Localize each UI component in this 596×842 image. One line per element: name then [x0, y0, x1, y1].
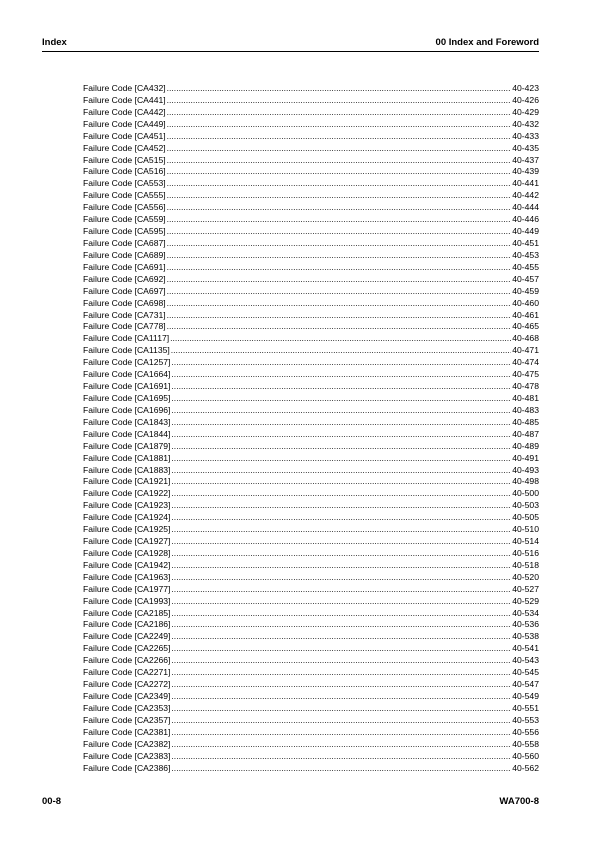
index-entry[interactable]	[83, 405, 539, 417]
dot-leader	[171, 715, 511, 727]
dot-leader	[171, 739, 511, 751]
index-entry[interactable]	[83, 262, 539, 274]
entry-label: Failure Code [CA731]	[83, 309, 166, 320]
dot-leader	[167, 262, 512, 274]
header-chapter-title: 00 Index and Foreword	[435, 37, 539, 48]
index-entry[interactable]	[83, 417, 539, 429]
index-entry[interactable]	[83, 369, 539, 381]
index-entry[interactable]	[83, 536, 539, 548]
entry-label: Failure Code [CA559]	[83, 214, 166, 225]
page-header	[42, 37, 539, 51]
dot-leader	[167, 321, 512, 333]
entry-page-number: 40-510	[512, 524, 539, 535]
entry-label: Failure Code [CA1691]	[83, 381, 171, 392]
entry-page-number: 40-520	[512, 571, 539, 582]
entry-label: Failure Code [CA1923]	[83, 500, 171, 511]
dot-leader	[167, 286, 512, 298]
index-entry[interactable]	[83, 178, 539, 190]
dot-leader	[167, 226, 512, 238]
index-entry[interactable]	[83, 298, 539, 310]
entry-page-number: 40-503	[512, 500, 539, 511]
entry-label: Failure Code [CA556]	[83, 202, 166, 213]
entry-label: Failure Code [CA2185]	[83, 607, 171, 618]
index-entry[interactable]	[83, 691, 539, 703]
index-entry[interactable]	[83, 465, 539, 477]
index-entry[interactable]	[83, 500, 539, 512]
index-entry[interactable]	[83, 643, 539, 655]
entry-label: Failure Code [CA1695]	[83, 392, 171, 403]
entry-page-number: 40-453	[512, 249, 539, 260]
entry-page-number: 40-468	[512, 333, 539, 344]
entry-label: Failure Code [CA451]	[83, 130, 166, 141]
entry-label: Failure Code [CA1963]	[83, 571, 171, 582]
dot-leader	[171, 703, 511, 715]
dot-leader	[167, 274, 512, 286]
index-entry[interactable]	[83, 226, 539, 238]
index-entry[interactable]	[83, 703, 539, 715]
dot-leader	[171, 369, 511, 381]
entry-page-number: 40-442	[512, 190, 539, 201]
dot-leader	[171, 727, 511, 739]
entry-page-number: 40-538	[512, 631, 539, 642]
entry-label: Failure Code [CA2186]	[83, 619, 171, 630]
dot-leader	[170, 333, 511, 345]
entry-page-number: 40-553	[512, 714, 539, 725]
header-section-title: Index	[42, 37, 67, 48]
entry-label: Failure Code [CA1135]	[83, 345, 170, 356]
entry-page-number: 40-435	[512, 142, 539, 153]
index-entry[interactable]	[83, 453, 539, 465]
entry-page-number: 40-433	[512, 130, 539, 141]
entry-page-number: 40-489	[512, 440, 539, 451]
header-rule	[42, 51, 539, 52]
dot-leader	[171, 512, 511, 524]
index-entry[interactable]	[83, 143, 539, 155]
dot-leader	[171, 417, 511, 429]
index-entry[interactable]	[83, 238, 539, 250]
entry-label: Failure Code [CA2249]	[83, 631, 171, 642]
entry-page-number: 40-529	[512, 595, 539, 606]
dot-leader	[167, 310, 512, 322]
dot-leader	[171, 476, 511, 488]
entry-page-number: 40-478	[512, 381, 539, 392]
entry-label: Failure Code [CA2353]	[83, 702, 171, 713]
index-entry[interactable]	[83, 488, 539, 500]
dot-leader	[167, 166, 512, 178]
entry-label: Failure Code [CA555]	[83, 190, 166, 201]
entry-page-number: 40-545	[512, 667, 539, 678]
dot-leader	[167, 238, 512, 250]
index-entry[interactable]	[83, 751, 539, 763]
index-entry[interactable]	[83, 584, 539, 596]
entry-label: Failure Code [CA1925]	[83, 524, 171, 535]
dot-leader	[171, 667, 511, 679]
index-entry[interactable]	[83, 655, 539, 667]
index-entry[interactable]	[83, 631, 539, 643]
dot-leader	[167, 143, 512, 155]
entry-label: Failure Code [CA2386]	[83, 762, 171, 773]
index-entry[interactable]	[83, 441, 539, 453]
entry-page-number: 40-493	[512, 464, 539, 475]
index-entry[interactable]	[83, 512, 539, 524]
dot-leader	[171, 584, 511, 596]
entry-label: Failure Code [CA1942]	[83, 559, 171, 570]
index-entry[interactable]	[83, 381, 539, 393]
dot-leader	[171, 357, 511, 369]
index-entry[interactable]	[83, 119, 539, 131]
entry-label: Failure Code [CA1879]	[83, 440, 171, 451]
dot-leader	[167, 95, 512, 107]
entry-label: Failure Code [CA1928]	[83, 547, 171, 558]
dot-leader	[167, 202, 512, 214]
entry-page-number: 40-536	[512, 619, 539, 630]
entry-page-number: 40-481	[512, 392, 539, 403]
dot-leader	[171, 608, 511, 620]
entry-label: Failure Code [CA1664]	[83, 369, 171, 380]
entry-label: Failure Code [CA452]	[83, 142, 166, 153]
index-entry[interactable]	[83, 429, 539, 441]
index-entry[interactable]	[83, 739, 539, 751]
entry-label: Failure Code [CA2265]	[83, 643, 171, 654]
index-entry[interactable]	[83, 202, 539, 214]
entry-label: Failure Code [CA553]	[83, 178, 166, 189]
entry-label: Failure Code [CA1844]	[83, 428, 171, 439]
index-entry[interactable]	[83, 524, 539, 536]
entry-page-number: 40-549	[512, 691, 539, 702]
entry-page-number: 40-457	[512, 273, 539, 284]
index-entry[interactable]	[83, 190, 539, 202]
entry-page-number: 40-439	[512, 166, 539, 177]
index-entry[interactable]	[83, 476, 539, 488]
dot-leader	[171, 560, 511, 572]
entry-page-number: 40-437	[512, 154, 539, 165]
entry-label: Failure Code [CA1257]	[83, 357, 171, 368]
dot-leader	[167, 298, 512, 310]
entry-label: Failure Code [CA2357]	[83, 714, 171, 725]
dot-leader	[171, 465, 511, 477]
entry-page-number: 40-444	[512, 202, 539, 213]
index-list	[83, 83, 539, 774]
dot-leader	[171, 441, 511, 453]
entry-page-number: 40-465	[512, 321, 539, 332]
dot-leader	[171, 631, 511, 643]
entry-page-number: 40-487	[512, 428, 539, 439]
entry-page-number: 40-432	[512, 118, 539, 129]
index-entry[interactable]	[83, 166, 539, 178]
entry-page-number: 40-455	[512, 261, 539, 272]
dot-leader	[167, 119, 512, 131]
index-entry[interactable]	[83, 560, 539, 572]
entry-page-number: 40-446	[512, 214, 539, 225]
index-entry[interactable]	[83, 763, 539, 775]
index-entry[interactable]	[83, 131, 539, 143]
entry-label: Failure Code [CA1927]	[83, 536, 171, 547]
model-code: WA700-8	[499, 796, 539, 807]
index-entry[interactable]	[83, 667, 539, 679]
entry-page-number: 40-556	[512, 726, 539, 737]
page-footer	[42, 796, 539, 810]
entry-label: Failure Code [CA1881]	[83, 452, 171, 463]
entry-label: Failure Code [CA442]	[83, 106, 166, 117]
entry-page-number: 40-441	[512, 178, 539, 189]
entry-label: Failure Code [CA2266]	[83, 655, 171, 666]
index-entry[interactable]	[83, 321, 539, 333]
dot-leader	[167, 155, 512, 167]
entry-page-number: 40-541	[512, 643, 539, 654]
dot-leader	[171, 596, 511, 608]
index-entry[interactable]	[83, 333, 539, 345]
index-entry[interactable]	[83, 274, 539, 286]
index-entry[interactable]	[83, 95, 539, 107]
entry-page-number: 40-460	[512, 297, 539, 308]
entry-page-number: 40-516	[512, 547, 539, 558]
index-entry[interactable]	[83, 155, 539, 167]
entry-page-number: 40-527	[512, 583, 539, 594]
dot-leader	[171, 393, 511, 405]
index-entry[interactable]	[83, 715, 539, 727]
dot-leader	[171, 524, 511, 536]
index-entry[interactable]	[83, 727, 539, 739]
entry-label: Failure Code [CA1883]	[83, 464, 171, 475]
entry-label: Failure Code [CA2383]	[83, 750, 171, 761]
dot-leader	[171, 536, 511, 548]
entry-page-number: 40-485	[512, 416, 539, 427]
dot-leader	[171, 691, 511, 703]
index-entry[interactable]	[83, 83, 539, 95]
dot-leader	[171, 679, 511, 691]
entry-label: Failure Code [CA778]	[83, 321, 166, 332]
entry-page-number: 40-534	[512, 607, 539, 618]
dot-leader	[167, 83, 512, 95]
entry-page-number: 40-426	[512, 94, 539, 105]
entry-label: Failure Code [CA697]	[83, 285, 166, 296]
entry-page-number: 40-491	[512, 452, 539, 463]
entry-page-number: 40-474	[512, 357, 539, 368]
dot-leader	[167, 107, 512, 119]
entry-page-number: 40-560	[512, 750, 539, 761]
entry-label: Failure Code [CA1696]	[83, 404, 171, 415]
entry-page-number: 40-551	[512, 702, 539, 713]
entry-label: Failure Code [CA2382]	[83, 738, 171, 749]
index-entry[interactable]	[83, 548, 539, 560]
entry-page-number: 40-514	[512, 536, 539, 547]
entry-label: Failure Code [CA1117]	[83, 333, 170, 344]
dot-leader	[171, 751, 511, 763]
dot-leader	[167, 250, 512, 262]
entry-label: Failure Code [CA2272]	[83, 679, 171, 690]
entry-page-number: 40-518	[512, 559, 539, 570]
entry-page-number: 40-498	[512, 476, 539, 487]
entry-label: Failure Code [CA691]	[83, 261, 166, 272]
entry-label: Failure Code [CA687]	[83, 237, 166, 248]
entry-label: Failure Code [CA1977]	[83, 583, 171, 594]
index-entry[interactable]	[83, 596, 539, 608]
entry-label: Failure Code [CA2349]	[83, 691, 171, 702]
entry-page-number: 40-543	[512, 655, 539, 666]
entry-label: Failure Code [CA689]	[83, 249, 166, 260]
entry-label: Failure Code [CA515]	[83, 154, 166, 165]
entry-page-number: 40-471	[512, 345, 539, 356]
entry-page-number: 40-475	[512, 369, 539, 380]
entry-page-number: 40-423	[512, 83, 539, 93]
dot-leader	[171, 763, 511, 775]
entry-label: Failure Code [CA1922]	[83, 488, 171, 499]
dot-leader	[167, 190, 512, 202]
dot-leader	[171, 488, 511, 500]
dot-leader	[171, 572, 511, 584]
entry-label: Failure Code [CA2271]	[83, 667, 171, 678]
entry-page-number: 40-429	[512, 106, 539, 117]
index-entry[interactable]	[83, 679, 539, 691]
index-entry[interactable]	[83, 393, 539, 405]
entry-label: Failure Code [CA595]	[83, 226, 166, 237]
index-entry[interactable]	[83, 107, 539, 119]
entry-label: Failure Code [CA2381]	[83, 726, 171, 737]
entry-page-number: 40-558	[512, 738, 539, 749]
dot-leader	[171, 619, 511, 631]
dot-leader	[167, 178, 512, 190]
index-entry[interactable]	[83, 619, 539, 631]
entry-page-number: 40-562	[512, 762, 539, 773]
dot-leader	[167, 131, 512, 143]
entry-page-number: 40-461	[512, 309, 539, 320]
entry-page-number: 40-449	[512, 226, 539, 237]
dot-leader	[171, 643, 511, 655]
dot-leader	[171, 345, 511, 357]
page-number: 00-8	[42, 796, 62, 807]
entry-page-number: 40-505	[512, 512, 539, 523]
index-entry[interactable]	[83, 608, 539, 620]
index-entry[interactable]	[83, 250, 539, 262]
entry-page-number: 40-547	[512, 679, 539, 690]
index-entry[interactable]	[83, 572, 539, 584]
dot-leader	[171, 453, 511, 465]
dot-leader	[171, 429, 511, 441]
index-entry[interactable]	[83, 357, 539, 369]
entry-label: Failure Code [CA516]	[83, 166, 166, 177]
entry-label: Failure Code [CA1921]	[83, 476, 171, 487]
entry-label: Failure Code [CA432]	[83, 83, 166, 93]
entry-page-number: 40-451	[512, 237, 539, 248]
entry-label: Failure Code [CA1843]	[83, 416, 171, 427]
entry-page-number: 40-500	[512, 488, 539, 499]
entry-page-number: 40-459	[512, 285, 539, 296]
entry-label: Failure Code [CA1993]	[83, 595, 171, 606]
dot-leader	[167, 214, 512, 226]
entry-label: Failure Code [CA449]	[83, 118, 166, 129]
index-entry[interactable]	[83, 214, 539, 226]
entry-label: Failure Code [CA441]	[83, 94, 166, 105]
dot-leader	[171, 548, 511, 560]
dot-leader	[171, 500, 511, 512]
dot-leader	[171, 655, 511, 667]
dot-leader	[171, 405, 511, 417]
index-entry[interactable]	[83, 345, 539, 357]
dot-leader	[171, 381, 511, 393]
index-entry[interactable]	[83, 286, 539, 298]
entry-page-number: 40-483	[512, 404, 539, 415]
entry-label: Failure Code [CA1924]	[83, 512, 171, 523]
entry-label: Failure Code [CA692]	[83, 273, 166, 284]
entry-label: Failure Code [CA698]	[83, 297, 166, 308]
index-entry[interactable]	[83, 310, 539, 322]
